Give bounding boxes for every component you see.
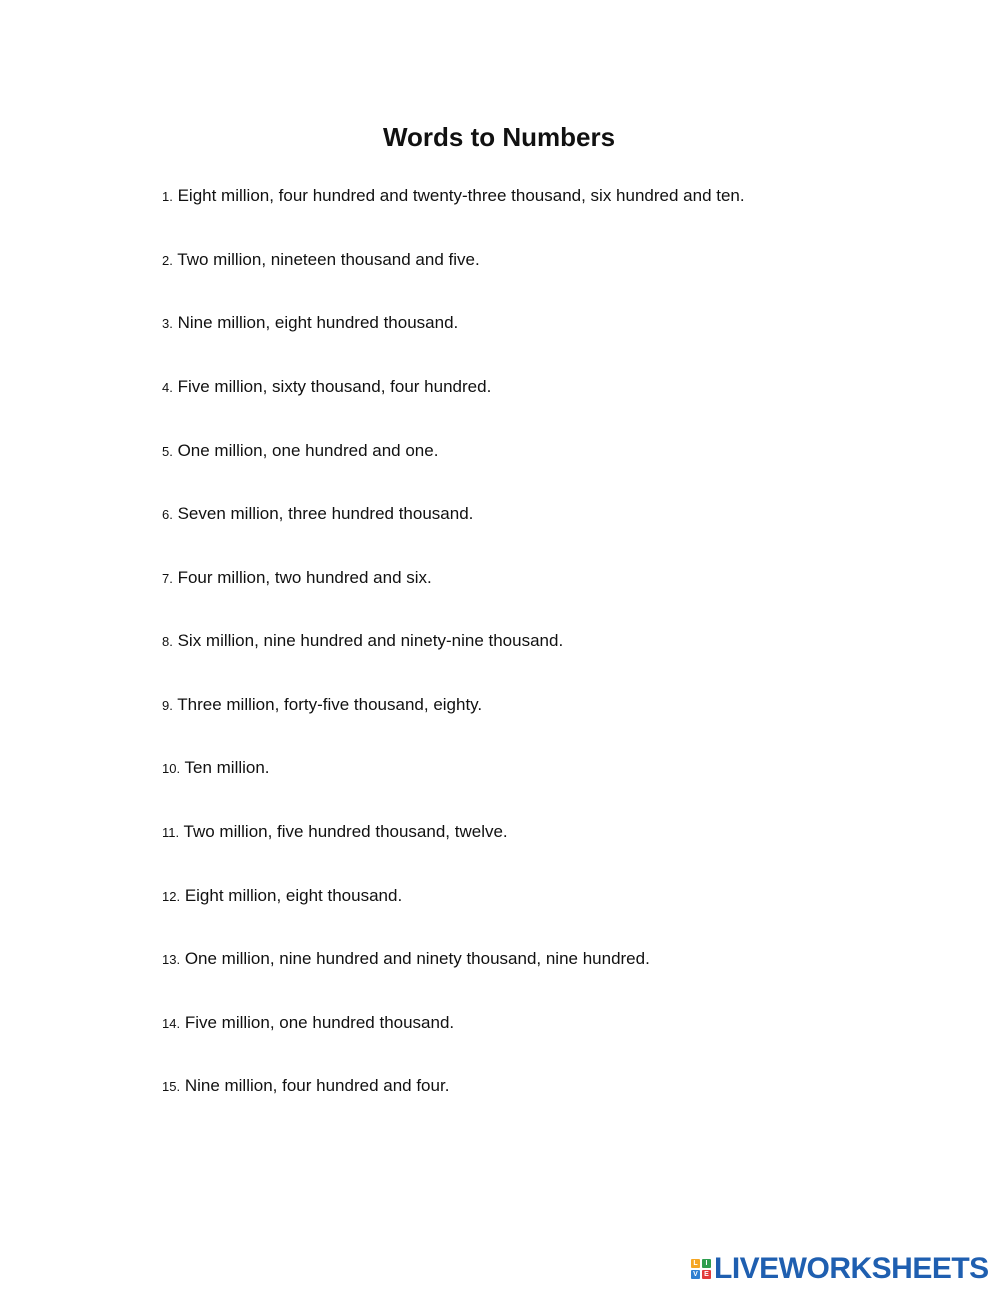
logo-text: LIVEWORKSHEETS (714, 1252, 989, 1285)
logo-mark-tile: I (702, 1259, 711, 1268)
list-item (162, 948, 650, 971)
item-text: Ten million. (184, 758, 270, 777)
item-text: Three million, forty-five thousand, eighty. (177, 695, 483, 714)
item-number: 1. (162, 189, 173, 204)
item-number: 4. (162, 380, 173, 395)
list-item (162, 249, 480, 272)
item-number: 2. (162, 253, 173, 268)
item-text: Seven million, three hundred thousand. (177, 504, 474, 523)
item-number: 6. (162, 507, 173, 522)
item-text: One million, one hundred and one. (177, 441, 439, 460)
item-text: Two million, nineteen thousand and five. (177, 250, 480, 269)
item-text: Nine million, eight hundred thousand. (177, 313, 459, 332)
item-number: 7. (162, 571, 173, 586)
item-text: Eight million, four hundred and twenty-three thousand, six hundred and ten. (177, 186, 745, 205)
item-number: 5. (162, 444, 173, 459)
item-text: Five million, sixty thousand, four hundred. (177, 377, 492, 396)
item-number: 3. (162, 316, 173, 331)
item-number: 13. (162, 952, 181, 967)
list-item (162, 312, 458, 335)
list-item (162, 440, 438, 463)
list-item (162, 821, 508, 844)
item-text: Six million, nine hundred and ninety-nine thousand. (177, 631, 564, 650)
list-item (162, 503, 473, 526)
page-title: Words to Numbers (382, 122, 616, 152)
list-item (162, 567, 432, 590)
item-number: 8. (162, 634, 173, 649)
item-number: 12. (162, 889, 181, 904)
logo-mark-tile: V (691, 1270, 700, 1279)
item-text: Two million, five hundred thousand, twelve. (183, 822, 508, 841)
item-number: 11. (162, 825, 180, 840)
item-text: Nine million, four hundred and four. (184, 1076, 450, 1095)
list-item (162, 694, 482, 717)
list-item (162, 376, 491, 399)
item-number: 15. (162, 1079, 181, 1094)
item-number: 14. (162, 1016, 181, 1031)
list-item (162, 1012, 454, 1035)
item-text: Four million, two hundred and six. (177, 568, 432, 587)
item-text: One million, nine hundred and ninety thousand, nine hundred. (184, 949, 650, 968)
item-text: Five million, one hundred thousand. (184, 1013, 455, 1032)
list-item (162, 185, 745, 208)
list-item (162, 885, 402, 908)
list-item (162, 757, 270, 780)
logo-mark-tile: L (691, 1259, 700, 1268)
list-item (162, 630, 563, 653)
logo-mark-icon (691, 1259, 711, 1279)
list-item (162, 1075, 449, 1098)
item-number: 9. (162, 698, 173, 713)
liveworksheets-logo[interactable] (691, 1254, 989, 1284)
item-number: 10. (162, 761, 181, 776)
item-text: Eight million, eight thousand. (184, 886, 403, 905)
logo-mark-tile: E (702, 1270, 711, 1279)
